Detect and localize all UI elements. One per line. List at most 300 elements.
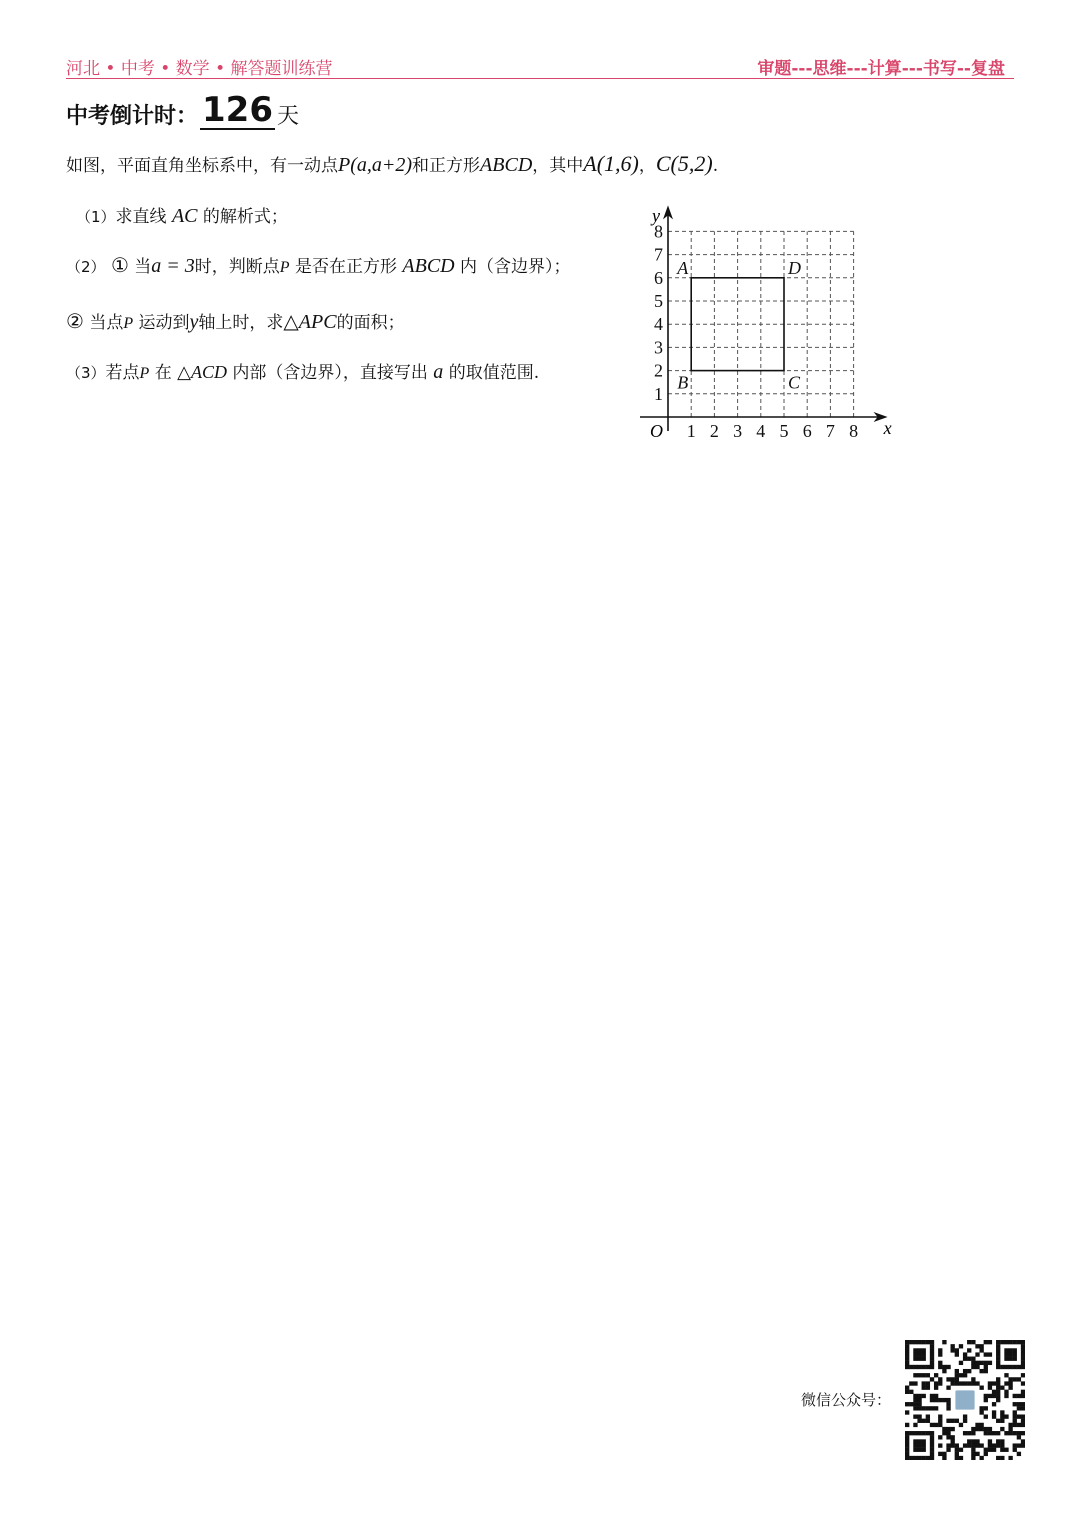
qr-module (942, 1431, 946, 1435)
qr-module (1004, 1348, 1008, 1352)
qr-module (946, 1448, 950, 1452)
qr-module (926, 1406, 930, 1410)
qr-module (1000, 1414, 1004, 1418)
x-tick-label: 4 (756, 421, 766, 441)
qr-module (913, 1373, 917, 1377)
q2-text-2: 时，判断点 (194, 257, 280, 277)
qr-module (955, 1373, 959, 1377)
qr-module (1013, 1410, 1017, 1414)
qr-module (955, 1456, 959, 1460)
qr-module (979, 1361, 983, 1365)
qr-module (971, 1431, 975, 1435)
qr-module (938, 1377, 942, 1381)
coordinate-figure (636, 196, 896, 446)
qr-module (951, 1443, 955, 1447)
qr-module (926, 1373, 930, 1377)
qr-module (922, 1352, 926, 1356)
qr-module (1000, 1410, 1004, 1414)
qr-module (996, 1394, 1000, 1398)
qr-module (922, 1357, 926, 1361)
qr-module (988, 1361, 992, 1365)
qr-module (917, 1357, 921, 1361)
qr-module (955, 1419, 959, 1423)
qr-module (963, 1357, 967, 1361)
countdown-days: 126 (202, 90, 273, 130)
qr-module (971, 1443, 975, 1447)
q1-end: 的解析式； (202, 207, 288, 227)
qr-module (975, 1443, 979, 1447)
qr-module (975, 1452, 979, 1456)
qr-module (930, 1377, 934, 1381)
qr-module (930, 1443, 934, 1447)
q2-text-1: 当 (134, 257, 152, 277)
q3-text-2: 在 (154, 363, 172, 383)
q22-text-1: 当点 (89, 313, 124, 333)
qr-module (922, 1443, 926, 1447)
qr-module (1000, 1448, 1004, 1452)
qr-module (913, 1365, 917, 1369)
q2-equation: a = 3 (151, 255, 195, 277)
qr-module (1008, 1386, 1012, 1390)
qr-module (1013, 1414, 1017, 1418)
qr-module (930, 1423, 934, 1427)
qr-module (955, 1448, 959, 1452)
qr-module (975, 1352, 979, 1356)
qr-module (917, 1431, 921, 1435)
qr-module (951, 1435, 955, 1439)
qr-module (1004, 1448, 1008, 1452)
qr-module (930, 1431, 934, 1435)
qr-module (1017, 1402, 1021, 1406)
qr-module (922, 1394, 926, 1398)
qr-module (930, 1398, 934, 1402)
qr-module (951, 1439, 955, 1443)
y-axis-label: y (652, 205, 660, 226)
qr-module (930, 1406, 934, 1410)
qr-module (988, 1386, 992, 1390)
qr-module (1021, 1390, 1025, 1394)
qr-module (1000, 1386, 1004, 1390)
qr-module (930, 1435, 934, 1439)
intro-text-2: 和正方形 (412, 156, 481, 176)
qr-module (967, 1357, 971, 1361)
qr-module (955, 1381, 959, 1385)
qr-module (905, 1386, 909, 1390)
qr-module (951, 1377, 955, 1381)
qr-module (1021, 1373, 1025, 1377)
q2-circle-one: ① (110, 253, 129, 277)
qr-module (979, 1369, 983, 1373)
qr-module (913, 1357, 917, 1361)
qr-module (959, 1373, 963, 1377)
qr-module (996, 1340, 1000, 1344)
qr-module (979, 1386, 983, 1390)
qr-module (1004, 1357, 1008, 1361)
qr-module (1000, 1340, 1004, 1344)
intro-point-c: C(5,2) (655, 151, 713, 176)
qr-module (913, 1414, 917, 1418)
qr-module (909, 1340, 913, 1344)
qr-module (938, 1435, 942, 1439)
qr-module (930, 1348, 934, 1352)
qr-module (959, 1456, 963, 1460)
intro-end: . (712, 156, 719, 176)
qr-module (909, 1402, 913, 1406)
qr-module (979, 1344, 983, 1348)
qr-module (934, 1406, 938, 1410)
qr-module (922, 1439, 926, 1443)
qr-module (913, 1423, 917, 1427)
qr-module (951, 1344, 955, 1348)
x-tick-label: 3 (733, 421, 743, 441)
qr-module (905, 1390, 909, 1394)
vertex-label-c: C (788, 372, 801, 393)
qr-module (996, 1390, 1000, 1394)
x-tick-label: 6 (802, 421, 812, 441)
intro-square: ABCD (480, 154, 533, 176)
qr-module (930, 1352, 934, 1356)
qr-module (979, 1348, 983, 1352)
qr-module (1008, 1377, 1012, 1381)
qr-module (922, 1406, 926, 1410)
intro-point-a: A(1,6) (583, 151, 639, 176)
qr-module (963, 1381, 967, 1385)
qr-module (996, 1398, 1000, 1402)
qr-module (917, 1394, 921, 1398)
qr-module (1000, 1419, 1004, 1423)
qr-module (934, 1394, 938, 1398)
qr-module (930, 1439, 934, 1443)
qr-module (959, 1381, 963, 1385)
qr-module (1021, 1414, 1025, 1418)
qr-module (984, 1365, 988, 1369)
qr-module (922, 1448, 926, 1452)
qr-module (992, 1390, 996, 1394)
qr-module (905, 1431, 909, 1435)
qr-module (946, 1402, 950, 1406)
qr-module (917, 1439, 921, 1443)
qr-module (1021, 1357, 1025, 1361)
qr-module (996, 1386, 1000, 1390)
qr-module (930, 1357, 934, 1361)
qr-module (909, 1381, 913, 1385)
qr-module (946, 1431, 950, 1435)
qr-module (1004, 1414, 1008, 1418)
qr-module (984, 1394, 988, 1398)
qr-module (1013, 1448, 1017, 1452)
qr-module (996, 1357, 1000, 1361)
qr-module (975, 1381, 979, 1385)
q22-triangle: △APC (283, 311, 337, 333)
qr-module (992, 1381, 996, 1385)
qr-module (1013, 1365, 1017, 1369)
qr-module (1004, 1381, 1008, 1385)
qr-module (905, 1435, 909, 1439)
qr-module (930, 1361, 934, 1365)
qr-module (909, 1456, 913, 1460)
qr-module (905, 1365, 909, 1369)
qr-module (913, 1402, 917, 1406)
qr-module (946, 1386, 950, 1390)
qr-module (979, 1410, 983, 1414)
qr-module (971, 1456, 975, 1460)
x-tick-label: 5 (779, 421, 789, 441)
qr-module (967, 1348, 971, 1352)
qr-module (909, 1390, 913, 1394)
qr-module (917, 1365, 921, 1369)
qr-module (984, 1406, 988, 1410)
countdown-label: 中考倒计时： (66, 104, 199, 129)
q1-number: （1） (76, 208, 116, 226)
q3-point-p: P (139, 365, 150, 382)
q22-text-4: 的面积； (336, 313, 405, 333)
qr-module (934, 1373, 938, 1377)
qr-module (984, 1414, 988, 1418)
qr-module (922, 1419, 926, 1423)
qr-module (967, 1431, 971, 1435)
qr-module (1008, 1423, 1012, 1427)
qr-module (1004, 1390, 1008, 1394)
qr-module (917, 1373, 921, 1377)
qr-module (942, 1369, 946, 1373)
qr-module (917, 1448, 921, 1452)
qr-module (1013, 1377, 1017, 1381)
qr-code-icon (905, 1340, 1025, 1460)
qr-module (942, 1456, 946, 1460)
qr-module (988, 1381, 992, 1385)
qr-module (984, 1431, 988, 1435)
qr-module (909, 1365, 913, 1369)
question-1 (76, 202, 288, 228)
qr-module (934, 1381, 938, 1385)
qr-module (971, 1448, 975, 1452)
qr-module (967, 1369, 971, 1373)
qr-module (913, 1398, 917, 1402)
qr-module (938, 1443, 942, 1447)
y-tick-label: 8 (654, 221, 663, 242)
qr-module (905, 1340, 909, 1344)
qr-module (942, 1427, 946, 1431)
qr-module (992, 1410, 996, 1414)
question-2-2 (66, 308, 405, 334)
qr-module (996, 1352, 1000, 1356)
qr-module (984, 1427, 988, 1431)
y-tick-label: 3 (654, 337, 663, 358)
qr-module (996, 1419, 1000, 1423)
q3-text-4: 的取值范围. (448, 363, 540, 383)
qr-module (917, 1406, 921, 1410)
qr-module (971, 1377, 975, 1381)
qr-module (926, 1386, 930, 1390)
qr-module (922, 1431, 926, 1435)
qr-module (905, 1344, 909, 1348)
qr-module (905, 1423, 909, 1427)
qr-module (959, 1423, 963, 1427)
x-axis-label: x (883, 418, 892, 438)
vertex-label-b: B (677, 372, 689, 393)
x-tick-label: 7 (825, 421, 835, 441)
qr-module (930, 1340, 934, 1344)
qr-module (984, 1369, 988, 1373)
qr-module (1013, 1402, 1017, 1406)
qr-module (979, 1456, 983, 1460)
qr-module (1021, 1419, 1025, 1423)
qr-module (1021, 1423, 1025, 1427)
qr-module (922, 1386, 926, 1390)
qr-module (1008, 1456, 1012, 1460)
qr-module (946, 1365, 950, 1369)
qr-module (1021, 1365, 1025, 1369)
qr-module (996, 1431, 1000, 1435)
intro-text-1: 如图，平面直角坐标系中，有一动点 (66, 156, 338, 176)
qr-module (913, 1448, 917, 1452)
qr-module (934, 1386, 938, 1390)
qr-module (917, 1352, 921, 1356)
qr-module (1017, 1452, 1021, 1456)
qr-module (955, 1377, 959, 1381)
qr-module (955, 1352, 959, 1356)
qr-module (971, 1439, 975, 1443)
qr-module (1021, 1431, 1025, 1435)
qr-module (1017, 1414, 1021, 1418)
axes (640, 205, 888, 431)
qr-module (926, 1381, 930, 1385)
qr-module (1017, 1443, 1021, 1447)
qr-module (946, 1419, 950, 1423)
q22-circle-two: ② (66, 309, 84, 333)
qr-module (926, 1414, 930, 1418)
qr-module (909, 1431, 913, 1435)
qr-module (1017, 1365, 1021, 1369)
qr-module (963, 1352, 967, 1356)
qr-module (938, 1452, 942, 1456)
qr-module (984, 1448, 988, 1452)
q3-number: （3） (66, 364, 106, 382)
qr-module (930, 1456, 934, 1460)
countdown-unit: 天 (277, 104, 300, 129)
qr-module (951, 1381, 955, 1385)
qr-avatar-icon (955, 1390, 976, 1411)
qr-module (917, 1443, 921, 1447)
qr-module (1013, 1357, 1017, 1361)
qr-module (975, 1361, 979, 1365)
qr-module (942, 1340, 946, 1344)
qr-module (992, 1443, 996, 1447)
q2-point-p: P (279, 259, 290, 276)
qr-module (1008, 1365, 1012, 1369)
qr-module (922, 1365, 926, 1369)
qr-module (996, 1344, 1000, 1348)
qr-module (913, 1443, 917, 1447)
intro-sep: ， (638, 156, 656, 176)
qr-module (905, 1456, 909, 1460)
qr-module (988, 1340, 992, 1344)
qr-module (942, 1365, 946, 1369)
grid-lines (668, 231, 854, 417)
qr-module (1021, 1361, 1025, 1365)
q3-text-3: 内部（含边界），直接写出 (232, 363, 428, 383)
q1-var: AC (171, 205, 198, 227)
qr-module (1008, 1357, 1012, 1361)
qr-module (930, 1452, 934, 1456)
qr-module (934, 1423, 938, 1427)
qr-module (917, 1348, 921, 1352)
qr-module (967, 1439, 971, 1443)
qr-module (1000, 1365, 1004, 1369)
y-tick-label: 1 (654, 383, 663, 404)
qr-module (913, 1394, 917, 1398)
qr-module (1013, 1423, 1017, 1427)
qr-module (917, 1340, 921, 1344)
qr-module (1017, 1377, 1021, 1381)
qr-module (913, 1406, 917, 1410)
qr-module (926, 1419, 930, 1423)
qr-module (1008, 1431, 1012, 1435)
qr-module (1021, 1352, 1025, 1356)
qr-module (917, 1414, 921, 1418)
qr-module (996, 1381, 1000, 1385)
qr-module (1004, 1340, 1008, 1344)
wechat-label: 微信公众号： (801, 1391, 892, 1409)
qr-module (1021, 1381, 1025, 1385)
qr-module (992, 1448, 996, 1452)
qr-module (913, 1431, 917, 1435)
qr-module (975, 1365, 979, 1369)
y-tick-label: 7 (654, 244, 663, 265)
origin-label: O (650, 421, 663, 441)
qr-module (1017, 1431, 1021, 1435)
qr-module (992, 1431, 996, 1435)
qr-module (984, 1452, 988, 1456)
q22-point-p: P (123, 315, 134, 332)
qr-module (951, 1419, 955, 1423)
qr-module (988, 1427, 992, 1431)
qr-module (938, 1419, 942, 1423)
qr-module (988, 1352, 992, 1356)
qr-module (1021, 1406, 1025, 1410)
qr-module (913, 1352, 917, 1356)
qr-module (905, 1410, 909, 1414)
qr-module (1013, 1340, 1017, 1344)
qr-module (996, 1443, 1000, 1447)
qr-module (1004, 1373, 1008, 1377)
qr-module (922, 1348, 926, 1352)
q2-text-4: 内（含边界）； (460, 257, 571, 277)
qr-module (996, 1456, 1000, 1460)
qr-module (955, 1369, 959, 1373)
qr-module (934, 1398, 938, 1402)
qr-module (979, 1427, 983, 1431)
qr-module (955, 1348, 959, 1352)
qr-module (926, 1456, 930, 1460)
q22-text-2: 运动到 (138, 313, 190, 333)
qr-module (963, 1373, 967, 1377)
qr-module (1013, 1394, 1017, 1398)
qr-module (942, 1452, 946, 1456)
qr-module (913, 1439, 917, 1443)
qr-module (930, 1365, 934, 1369)
qr-module (975, 1427, 979, 1431)
qr-module (979, 1423, 983, 1427)
qr-module (955, 1452, 959, 1456)
qr-module (922, 1373, 926, 1377)
qr-module (1008, 1348, 1012, 1352)
qr-module (917, 1419, 921, 1423)
vertex-label-d: D (788, 257, 801, 278)
qr-module (996, 1377, 1000, 1381)
qr-module (971, 1365, 975, 1369)
qr-module (1017, 1423, 1021, 1427)
